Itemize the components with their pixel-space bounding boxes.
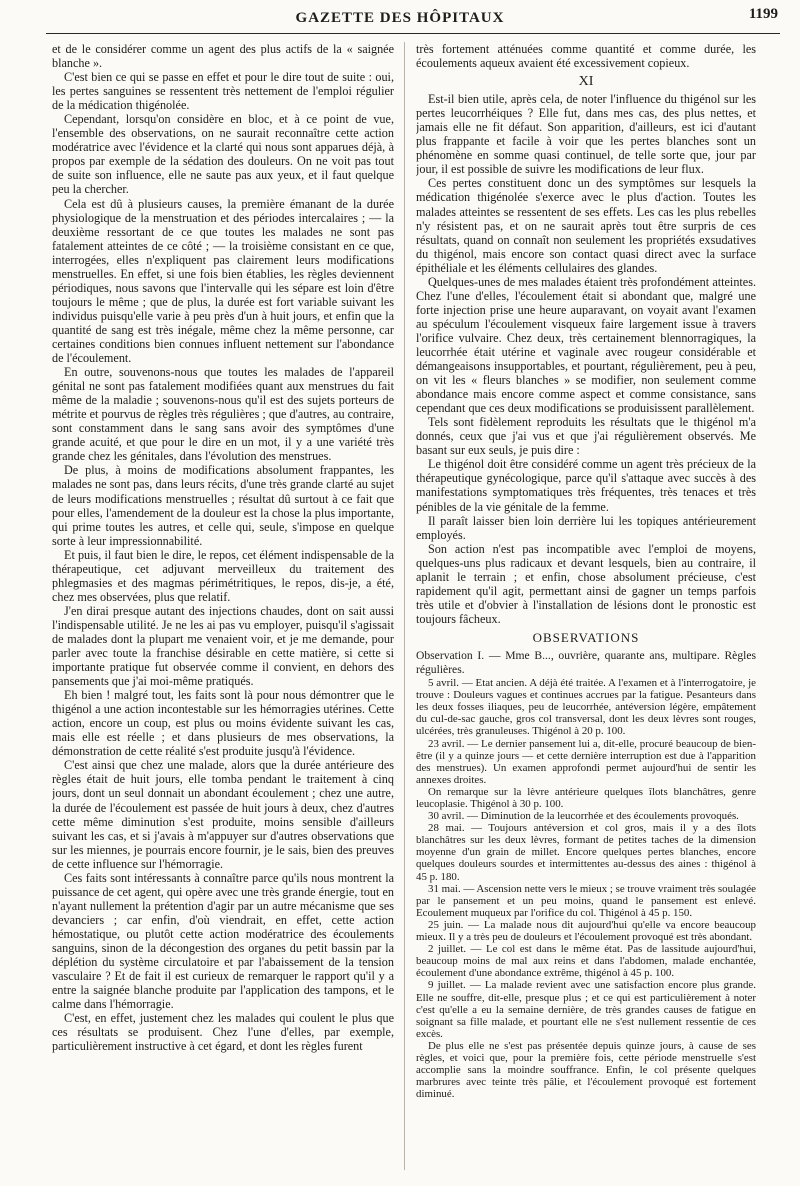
observation-entry: 30 avril. — Diminution de la leucorrhée et des écoulements provoqués. [428,810,739,823]
observation-entry: De plus elle ne s'est pas présentée depuis quinze jours, à cause de ses règles, et voici que, pour la première fois, cette période menstruelle s'est accomplie sans la moindre souffrance. Enfin, le col présente quelques marbrures avec teinte très pâlie, et l'écoulement provoqué est fortement diminué. [416,1039,756,1101]
left-column [52,42,394,1170]
paragraph: En outre, souvenons-nous que toutes les malades de l'appareil génital ne sont pas fatalement modifiées quant aux menstrues du fait même de la maladie ; souvenons-nous qu'il est des sujets porteurs de métrite et pourvus de règles très régulières ; que d'autres, au contraire, sont constamment dans le sang sans avoir des symptômes d'une grande acuité, et que pour le dire en un mot, il y a une variété très grande chez les génitales, dans l'évolution des menstrues. [52,365,394,464]
observations-heading: OBSERVATIONS [532,629,640,645]
observation-entry: 28 mai. — Toujours antéversion et col gros, mais il y a des îlots blanchâtres sur les deux lèvres, formant de petites taches de la dimension moyenne d'un grain de millet. Encore quelques pertes blanches, encore quelques douleurs sourdes et intermittentes au-dessus des aines : thigénol à 45 p. 180. [416,822,756,883]
paragraph: C'est ainsi que chez une malade, alors que la durée antérieure des règles était de huit jours, elle tomba pendant le traitement à cinq jours, dont un seul donnait un abondant écoulement ; chez une autre, la durée de l'écoulement est passée de huit jours à deux, chez d'autres cette même diminution s'est produite, moins sensible d'ailleurs suivant les cas, et si j'avais à m'appuyer sur d'autres observations que sur les miennes, je pourrais encore fournir, je le sais, bien des preuves de cette influence sur l'hémorragie. [52,758,394,871]
paragraph: Ces pertes constituent donc un des symptômes sur lesquels la médication thigénolée s'exerce avec le plus d'action. Toutes les malades atteintes se ressentent de ses effets. Les cas les plus rebelles n'y résistent pas, et on ne saurait après tout être surpris de ces résultats, quand on connaît non seulement les propriétés exsudatives du thigénol, mais encore son contact quasi direct avec la surface épithéliale et les éléments cellulaires des glandes. [416,176,756,275]
journal-title: GAZETTE DES HÔPITAUX [295,10,505,26]
column-divider [404,42,405,1170]
paragraph: De plus, à moins de modifications absolument frappantes, les malades ne sont pas, dans leurs récits, d'une très grande clarté au sujet de leurs modifications menstruelles ; résultat dû surtout à ce fait que pour elles, l'amendement de la douleur est la chose la plus importante, qui prime toutes les autres, et celle qui, seule, s'impose en quelque sorte à leur impressionnabilité. [52,463,394,548]
paragraph: Eh bien ! malgré tout, les faits sont là pour nous démontrer que le thigénol a une action incontestable sur les hémorragies utérines. Cette action, encore un coup, est plus ou moins évidente suivant les cas, mais elle est réelle ; et dans plusieurs de mes observations, la démonstration de cette réalité s'est produite jusqu'à l'évidence. [52,688,394,759]
observation-entry: 5 avril. — Etat ancien. A déjà été traitée. A l'examen et à l'interrogatoire, je trouve : Douleurs vagues et continues accrues par la fatigue. Pesanteurs dans les deux fosses iliaques, peu de leucorrhée, antéversion légère, empâtement du cul-de-sac gauche, gros col transversal, dont les deux lèvres sont rouges, ulcérées, très granuleuses. Thigénol à 20 p. 100. [416,677,756,738]
paragraph: J'en dirai presque autant des injections chaudes, dont on sait aussi l'indispensable utilité. Je ne les ai pas vu employer, puisqu'il s'agissait de malades dont la plupart me venaient voir, et je me demande, pour parler avec toute la franchise désirable en cette matière, si cette si importante pratique fut observée comme il convient, en dehors des pansements que j'ai moi-même pratiqués. [52,603,394,689]
page-header [0,0,800,34]
paragraph: Cela est dû à plusieurs causes, la première émanant de la durée physiologique de la menstruation et des périodes intercalaires ; — la deuxième ressortant de ce que toutes les malades ne sont pas fatalement atteintes de ce côté ; — la troisième consistant en ce que, interrogées, elles n'expliquent pas clairement leurs modifications menstruelles. En effet, si une fois bien établies, les règles deviennent périodiques, nous savons que l'intervalle qui les sépare est loin d'être toujours le même ; que de plus, la durée est fort variable suivant les individus puisqu'elle varie à peu près d'un à huit jours, et enfin que la quantité de sang est très inégale, même chez la même personne, car certaines conditions bien connues influent nettement sur l'abondance de l'écoulement. [52,196,394,366]
right-column [416,42,756,1170]
paragraph: Tels sont fidèlement reproduits les résultats que le thigénol m'a donnés, ceux que j'ai vus et que j'ai régulièrement observés. Me basant sur eux seuls, je puis dire : [416,415,756,458]
paragraph: Est-il bien utile, après cela, de noter l'influence du thigénol sur les pertes leucorrhéiques ? Elle fut, dans mes cas, des plus nettes, et jamais elle ne fit défaut. Son apparition, d'ailleurs, est ici d'autant plus frappante et facile à voir que les pertes blanches sont un phénomène en somme quasi continuel, de telle sorte que, jour par jour, il est possible de suivre les modifications de leur flux. [416,92,756,177]
observation-entry: 25 juin. — La malade nous dit aujourd'hui qu'elle va encore beaucoup mieux. Il y a très peu de douleurs et l'écoulement provoqué est très abondant. [416,918,756,944]
paragraph: C'est, en effet, justement chez les malades qui coulent le plus que ces résultats se produisent. Chez l'une d'elles, par exemple, particulièrement instructive à cet égard, et dont les règles furent [52,1011,394,1054]
page-number: 1199 [748,6,778,22]
observation-entry: 31 mai. — Ascension nette vers le mieux ; se trouve vraiment très soulagée par le pansement et un peu moins, quand le pansement est enlevé. Ecoulement muqueux par l'orifice du col. Thigénol à 45 p. 150. [416,882,756,919]
paragraph: Cependant, lorsqu'on considère en bloc, et à ce point de vue, l'ensemble des observations, on ne saurait reconnaître cette action modératrice avec l'évidence et la clarté qui nous sont apparues déjà, à propos par exemple de la sédation des douleurs. On ne voit pas tout de suite son influence, elle ne saute pas aux yeux, et il faut quelque peu la chercher. [52,112,394,197]
paragraph: Le thigénol doit être considéré comme un agent très précieux de la thérapeutique gynécologique, parce qu'il s'attaque avec succès à des manifestations symptomatiques très fréquentes, très tenaces et très pénibles de la vie génitale de la femme. [416,457,756,514]
observation-heading: Observation I. — Mme B..., ouvrière, quarante ans, multipare. Règles régulières. [416,648,756,677]
observation-entry: 23 avril. — Le dernier pansement lui a, dit-elle, procuré beaucoup de bien-être (il y a quinze jours — et cette dernière interruption est due à l'apparition des menstrues). Un examen approfondi permet aujourd'hui de sentir les annexes droites. [416,737,756,786]
paragraph: Ces faits sont intéressants à connaître parce qu'ils nous montrent la puissance de cet agent, qui opère avec une très grande énergie, tout en n'ayant nullement la prétention d'agir par un autre mécanisme que ses devanciers ; car enfin, d'où viendrait, en effet, cette action hémostatique, ou plutôt cette action modératrice des écoulements sanguins, sinon de la décongestion des organes du petit bassin par la déplétion du système circulatoire et par l'abaissement de la tension vasculaire ? Et de fait il est curieux de remarquer le rapport qu'il y a entre la saignée blanche produite par l'application des tampons, et le calme dans l'hémorragie. [52,870,394,1012]
observation-entry: On remarque sur la lèvre antérieure quelques îlots blanchâtres, genre leucoplasie. Thigénol à 30 p. 100. [416,785,756,810]
header-rule [46,33,780,34]
paragraph: et de le considérer comme un agent des plus actifs de la « saignée blanche ». [52,42,394,71]
section-number: XI [578,74,594,90]
paragraph: Il paraît laisser bien loin derrière lui les topiques antérieurement employés. [416,513,756,542]
paragraph: C'est bien ce qui se passe en effet et pour le dire tout de suite : oui, les pertes sanguines se ressentent très nettement de l'emploi régulier de la médication thigénolée. [52,70,394,113]
paragraph: Quelques-unes de mes malades étaient très profondément atteintes. Chez l'une d'elles, l'écoulement était si abondant que, malgré une forte injection prise une heure auparavant, on voyait avant l'examen au spéculum l'écoulement visqueux faire largement issue à travers l'orifice vulvaire. Chez deux, très certainement blennorragiques, la leucorrhée était utérine et vaginale avec rougeur considérable et démangeaisons insupportables, et pourtant, régulièrement, peu à peu, on vit les « fleurs blanches » se modifier, non seulement comme abondance mais encore comme aspect et comme consistance, sans cependant que ces deux modifications se produisissent parallèlement. [416,274,756,416]
observation-entry: 2 juillet. — Le col est dans le même état. Pas de lassitude aujourd'hui, beaucoup moins de mal aux reins et dans l'abdomen, malade enchantée, écoulement d'une abondance extrême, thigénol à 45 p. 100. [416,943,756,980]
paragraph: Et puis, il faut bien le dire, le repos, cet élément indispensable de la thérapeutique, cet adjuvant merveilleux du traitement des phlegmasies et des magmas périmétritiques, le repos, dis-je, a été, chez mes observées, plus que relatif. [52,547,394,604]
observation-entry: 9 juillet. — La malade revient avec une satisfaction encore plus grande. Elle ne souffre, dit-elle, presque plus ; et ce qui est particulièrement à noter c'est qu'elle a eu la semaine dernière, de très grandes causes de fatigue en soignant sa fille malade, et pourtant elle ne s'est nullement ressentie de ces excès. [416,979,756,1040]
paragraph: très fortement atténuées comme quantité et comme durée, les écoulements aqueux avaient été excessivement copieux. [416,42,756,71]
paragraph: Son action n'est pas incompatible avec l'emploi de moyens, quelques-uns plus radicaux et devant lesquels, bien au contraire, il aplanit le terrain ; et enfin, chose absolument précieuse, c'est rapidement qu'il agit, permettant ainsi de gagner un temps parfois très utile et d'obvier à l'installation de lésions dont le pronostic est toujours fâcheux. [416,541,756,626]
observation-notes [416,677,756,1100]
